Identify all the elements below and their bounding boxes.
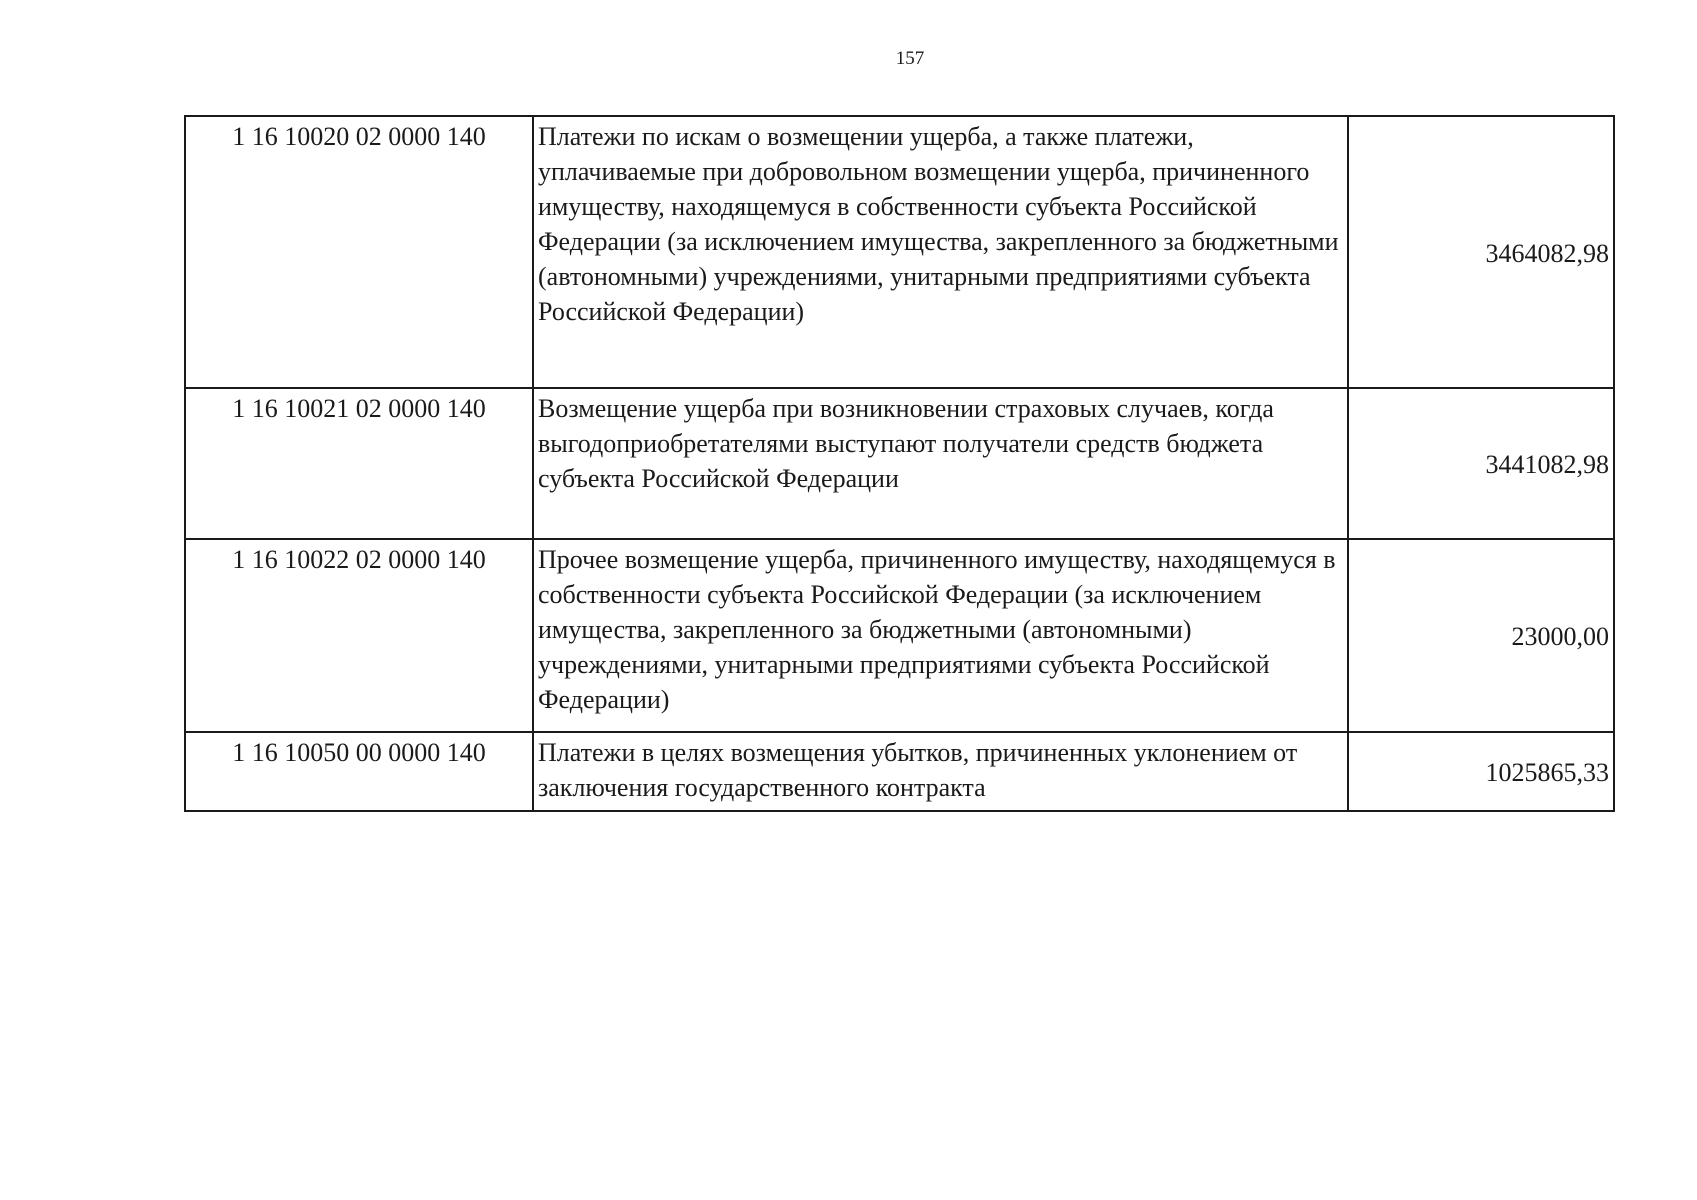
revenue-amount: 1025865,33 xyxy=(1348,732,1614,811)
revenue-amount: 3464082,98 xyxy=(1348,116,1614,388)
revenue-item-name: Платежи по искам о возмещении ущерба, а также платежи, уплачиваемые при добровольном возмещении ущерба, причиненного имуществу, находящемуся в собственности субъекта Российской Федерации (за исключением имущества, закрепленного за бюджетными (автономными) учреждениями, унитарными предприятиями субъекта Российской Федерации) xyxy=(533,116,1348,388)
budget-classification-code: 1 16 10021 02 0000 140 xyxy=(185,388,533,539)
budget-classification-code: 1 16 10020 02 0000 140 xyxy=(185,116,533,388)
revenue-item-name: Прочее возмещение ущерба, причиненного имуществу, находящемуся в собственности субъекта Российской Федерации (за исключением имущества, закрепленного за бюджетными (автономными) учреждениями, унитарными предприятиями субъекта Российской Федерации) xyxy=(533,539,1348,732)
budget-classification-code: 1 16 10022 02 0000 140 xyxy=(185,539,533,732)
table-row xyxy=(185,539,1614,732)
revenue-amount: 3441082,98 xyxy=(1348,388,1614,539)
revenue-item-name: Возмещение ущерба при возникновении страховых случаев, когда выгодоприобретателями выступают получатели средств бюджета субъекта Российской Федерации xyxy=(533,388,1348,539)
revenue-item-name: Платежи в целях возмещения убытков, причиненных уклонением от заключения государственного контракта xyxy=(533,732,1348,811)
revenue-amount: 23000,00 xyxy=(1348,539,1614,732)
table-row xyxy=(185,388,1614,539)
table-row xyxy=(185,116,1614,388)
budget-revenue-table xyxy=(184,115,1615,812)
budget-classification-code: 1 16 10050 00 0000 140 xyxy=(185,732,533,811)
table-row xyxy=(185,732,1614,811)
page-number: 157 xyxy=(895,48,925,69)
